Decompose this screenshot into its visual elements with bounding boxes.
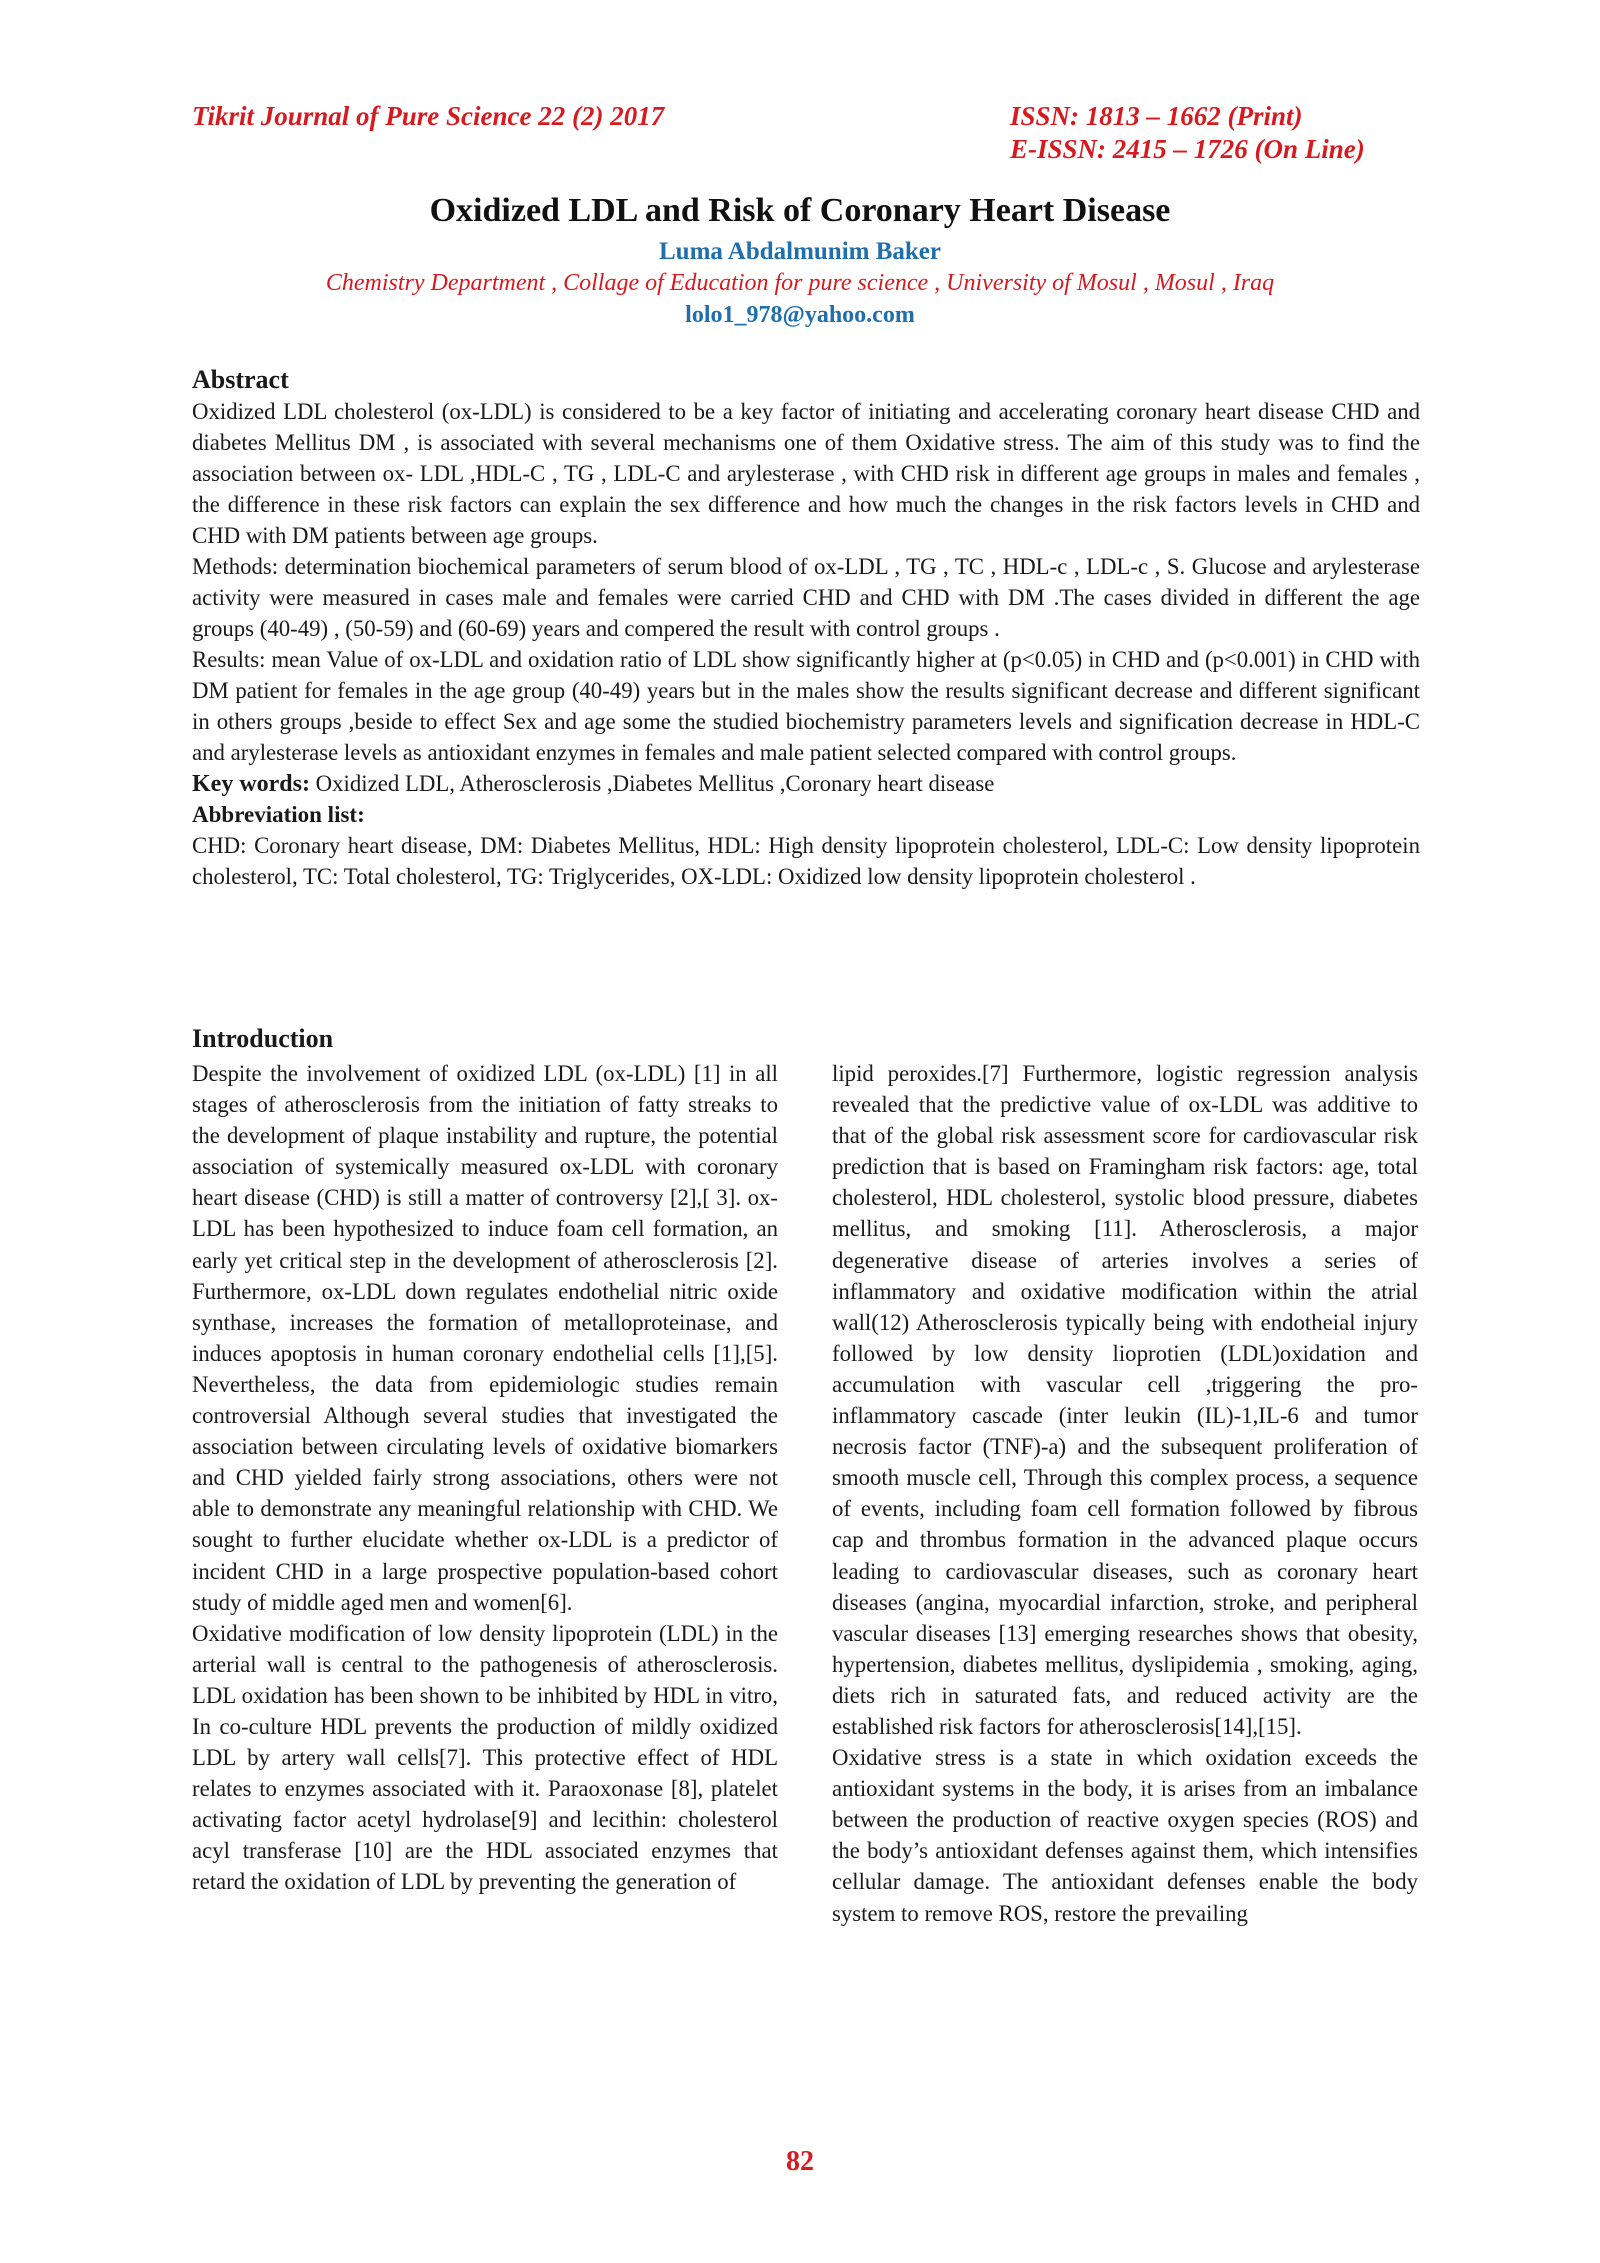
intro-paragraph: Despite the involvement of oxidized LDL (ox-LDL) [1] in all stages of atherosclerosis from the initiation of fatty streaks to the development of plaque instability and rupture, the potential association of systemically measured ox-LDL with coronary heart disease (CHD) is still a matter of controversy [2],[ 3]. ox-LDL has been hypothesized to induce foam cell formation, an early yet critical step in the development of atherosclerosis [2]. Furthermore, ox-LDL down regulates endothelial nitric oxide synthase, increases the formation of metalloproteinase, and induces apoptosis in human coronary endothelial cells [1],[5]. Nevertheless, the data from epidemiologic studies remain controversial Although several studies that investigated the association between circulating levels of oxidative biomarkers and CHD yielded fairly strong associations, others were not able to demonstrate any meaningful relationship with CHD. We sought to further elucidate whether ox-LDL is a predictor of incident CHD in a large prospective population-based cohort study of middle aged men and women[6]. (192, 1061, 778, 1615)
abstract-methods: Methods: determination biochemical parameters of serum blood of ox-LDL , TG , TC , HDL-c , LDL-c , S. Glucose and arylesterase activity were measured in cases male and females were carried CHD and CHD with DM .The cases divided in different the age groups (40-49) , (50-59) and (60-69) years and compered the result with control groups . (192, 554, 1420, 641)
introduction-heading: Introduction (192, 1024, 334, 1053)
issn-block (1010, 100, 1365, 166)
intro-paragraph: lipid peroxides.[7] Furthermore, logistic regression analysis revealed that the predictive value of ox-LDL was additive to that of the global risk assessment score for cardiovascular risk prediction that is based on Framingham risk factors: age, total cholesterol, HDL cholesterol, systolic blood pressure, diabetes mellitus, and smoking [11]. Atherosclerosis, a major degenerative disease of arteries involves a series of inflammatory and oxidative modification within the atrial wall(12) Atherosclerosis typically being with endotheial injury followed by low density lioprotien (LDL)oxidation and accumulation with vascular cell ,triggering the pro-inflammatory cascade (inter leukin (IL)-1,IL-6 and tumor necrosis factor (TNF)-a) and the subsequent proliferation of smooth muscle cell, Through this complex process, a sequence of events, including foam cell formation followed by fibrous cap and thrombus formation in the advanced plaque occurs leading to cardiovascular diseases, such as coronary heart diseases (angina, myocardial infarction, stroke, and peripheral vascular diseases [13] emerging researches shows that obesity, hypertension, diabetes mellitus, dyslipidemia , smoking, aging, diets rich in saturated fats, and reduced activity are the established risk factors for atherosclerosis[14],[15]. (832, 1061, 1418, 1739)
issn-online: E-ISSN: 2415 – 1726 (On Line) (1010, 134, 1365, 164)
intro-paragraph: Oxidative stress is a state in which oxidation exceeds the antioxidant systems in the body, it is arises from an imbalance between the production of reactive oxygen species (ROS) and the body’s antioxidant defenses against them, which intensifies cellular damage. The antioxidant defenses enable the body system to remove ROS, restore the prevailing (832, 1745, 1418, 1926)
paper-title: Oxidized LDL and Risk of Coronary Heart Disease (429, 192, 1171, 229)
issn-print: ISSN: 1813 – 1662 (Print) (1010, 101, 1303, 131)
keywords-text: Oxidized LDL, Atherosclerosis ,Diabetes Mellitus ,Coronary heart disease (309, 771, 995, 796)
left-column (192, 1058, 778, 1898)
keywords-label: Key words: (192, 771, 310, 797)
abstract-section (192, 364, 1420, 892)
abbreviation-heading: Abbreviation list: (192, 802, 365, 827)
abstract-intro: Oxidized LDL cholesterol (ox-LDL) is considered to be a key factor of initiating and accelerating coronary heart disease CHD and diabetes Mellitus DM , is associated with several mechanisms one of them Oxidative stress. The aim of this study was to find the association between ox- LDL ,HDL-C , TG , LDL-C and arylesterase , with CHD risk in different age groups in males and females , the difference in these risk factors can explain the sex difference and how much the changes in the risk factors levels in CHD and CHD with DM patients between age groups. (192, 399, 1420, 548)
journal-name: Tikrit Journal of Pure Science 22 (2) 2017 (192, 101, 665, 131)
keywords-line (192, 768, 1420, 800)
intro-paragraph: Oxidative modification of low density lipoprotein (LDL) in the arterial wall is central to the pathogenesis of atherosclerosis. LDL oxidation has been shown to be inhibited by HDL in vitro, In co-culture HDL prevents the production of mildly oxidized LDL by artery wall cells[7]. This protective effect of HDL relates to enzymes associated with it. Paraoxonase [8], platelet activating factor acetyl hydrolase[9] and lecithin: cholesterol acyl transferase [10] are the HDL associated enzymes that retard the oxidation of LDL by preventing the generation of (192, 1620, 778, 1895)
abstract-results: Results: mean Value of ox-LDL and oxidation ratio of LDL show significantly higher at (p<0.05) in CHD and (p<0.001) in CHD with DM patient for females in the age group (40-49) years but in the males show the results significant decrease and different significant in others groups ,beside to effect Sex and age some the studied biochemistry parameters levels and signification decrease in HDL-C and arylesterase levels as antioxidant enzymes in females and male patient selected compared with control groups. (192, 647, 1420, 765)
right-column (832, 1058, 1418, 1929)
author-email[interactable]: lolo1_978@yahoo.com (685, 302, 915, 328)
abbreviation-list: CHD: Coronary heart disease, DM: Diabetes Mellitus, HDL: High density lipoprotein cholesterol, LDL-C: Low density lipoprotein cholesterol, TC: Total cholesterol, TG: Triglycerides, OX-LDL: Oxidized low density lipoprotein cholesterol . (192, 833, 1420, 889)
abstract-heading: Abstract (192, 365, 289, 394)
author-name: Luma Abdalmunim Baker (658, 238, 941, 265)
page-number: 82 (786, 2146, 814, 2177)
author-affiliation: Chemistry Department , Collage of Education for pure science , University of Mosul , Mosul , Iraq (325, 270, 1275, 296)
